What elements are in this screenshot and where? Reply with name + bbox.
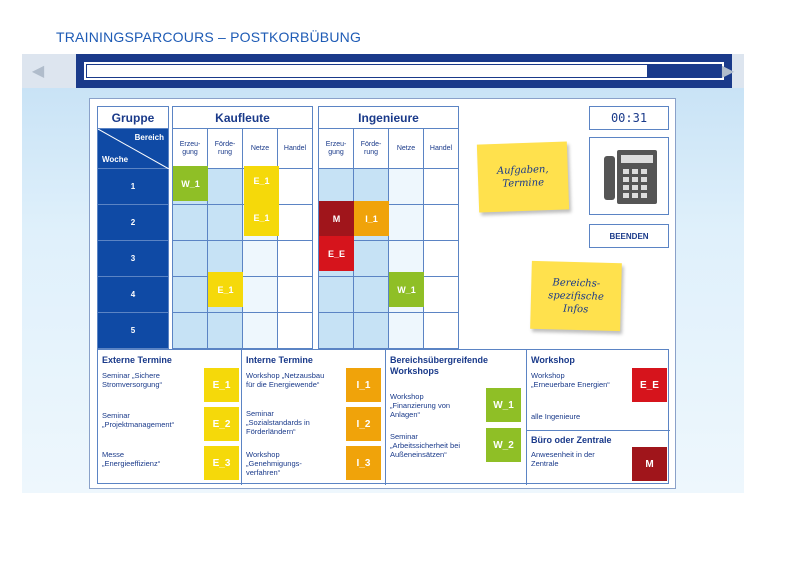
phone-icon <box>590 138 670 216</box>
grid-cell <box>424 313 459 349</box>
next-arrow-icon[interactable]: ▶ <box>721 63 735 80</box>
grid-cell <box>208 205 243 241</box>
grid-cell <box>278 205 313 241</box>
legend-intern-text-3: Workshop „Genehmigungs- verfahren“ <box>246 450 302 477</box>
legend-extern-head: Externe Termine <box>102 355 172 365</box>
timer-display: 00:31 <box>589 106 669 130</box>
legend-code-w2: W_2 <box>486 428 521 462</box>
grid-cell <box>208 313 243 349</box>
phone-button[interactable] <box>589 137 669 215</box>
legend-code-ee: E_E <box>632 368 667 402</box>
legend-buero-head: Büro oder Zentrale <box>531 435 612 445</box>
legend-bereich-head: Bereichsübergreifende Workshops <box>390 355 489 376</box>
week-1: 1 <box>98 169 169 205</box>
note-area-info[interactable]: Bereichs- spezifische Infos <box>530 261 622 331</box>
legend-workshop <box>527 350 670 485</box>
grid-cell <box>173 241 208 277</box>
grid-cell <box>208 169 243 205</box>
previous-arrow-icon[interactable]: ◀ <box>31 63 45 80</box>
legend-panel <box>97 349 669 484</box>
grid-cell <box>243 241 278 277</box>
legend-extern <box>98 350 242 485</box>
week-3: 3 <box>98 241 169 277</box>
legend-code-i2: I_2 <box>346 407 381 441</box>
sub-foerderung-ing: Förde- rung <box>354 129 389 169</box>
legend-extern-text-2: Seminar „Projektmanagement“ <box>102 411 175 429</box>
grid-cell <box>278 313 313 349</box>
legend-code-i3: I_3 <box>346 446 381 480</box>
legend-intern-text-2: Seminar „Sozialstandards in Förderländern“ <box>246 409 310 436</box>
grid-cell <box>319 313 354 349</box>
sub-foerderung: Förde- rung <box>208 129 243 169</box>
sub-handel: Handel <box>278 129 313 169</box>
grid-cell <box>243 277 278 313</box>
grid-cell <box>354 277 389 313</box>
end-button[interactable]: BEENDEN <box>589 224 669 248</box>
grid-cell <box>424 277 459 313</box>
grid-cell <box>243 313 278 349</box>
ingenieure-header: Ingenieure <box>319 107 459 129</box>
week-5: 5 <box>98 313 169 349</box>
legend-code-w1: W_1 <box>486 388 521 422</box>
bereich-label: Bereich <box>134 133 164 142</box>
bereich-woche-corner <box>98 129 169 169</box>
legend-divider <box>527 430 670 431</box>
legend-code-m: M <box>632 447 667 481</box>
grid-cell <box>173 205 208 241</box>
kaufleute-header: Kaufleute <box>173 107 313 129</box>
block-m-ingenieure[interactable]: M <box>319 201 354 236</box>
grid-cell <box>278 241 313 277</box>
legend-buero-text: Anwesenheit in der Zentrale <box>531 450 595 468</box>
sub-netze: Netze <box>243 129 278 169</box>
block-w1-ingenieure[interactable]: W_1 <box>389 272 424 307</box>
legend-workshop-head: Workshop <box>531 355 575 365</box>
block-e1-kaufleute-w2[interactable]: E_1 <box>244 200 279 236</box>
block-w1-kaufleute[interactable]: W_1 <box>173 166 208 201</box>
grid-cell <box>173 313 208 349</box>
legend-workshop-sub: alle Ingenieure <box>531 412 581 421</box>
legend-intern-head: Interne Termine <box>246 355 313 365</box>
legend-intern-text-1: Workshop „Netzausbau für die Energiewende“ <box>246 371 325 389</box>
grid-cell <box>278 277 313 313</box>
grid-cell <box>424 241 459 277</box>
legend-code-e2: E_2 <box>204 407 239 441</box>
sub-erzeugung-ing: Erzeu- gung <box>319 129 354 169</box>
legend-code-e1: E_1 <box>204 368 239 402</box>
legend-workshop-text: Workshop „Erneuerbare Energien“ <box>531 371 610 389</box>
legend-intern <box>242 350 386 485</box>
legend-code-i1: I_1 <box>346 368 381 402</box>
gruppe-header: Gruppe <box>98 107 169 129</box>
grid-cell <box>354 169 389 205</box>
grid-cell <box>389 313 424 349</box>
gruppe-table <box>97 106 169 349</box>
grid-cell <box>389 169 424 205</box>
grid-cell <box>354 241 389 277</box>
legend-bereich-text-1: Workshop „Finanzierung von Anlagen“ <box>390 392 451 419</box>
legend-bereich-text-2: Seminar „Arbeitssicherheit bei Außeneinsätzen“ <box>390 432 461 459</box>
sub-netze-ing: Netze <box>389 129 424 169</box>
sub-handel-ing: Handel <box>424 129 459 169</box>
block-e1-kaufleute-w1[interactable]: E_1 <box>244 166 279 201</box>
grid-cell <box>319 277 354 313</box>
progress-fill <box>87 65 647 77</box>
grid-cell <box>319 169 354 205</box>
block-i1-ingenieure[interactable]: I_1 <box>354 201 389 236</box>
legend-extern-text-3: Messe „Energieeffizienz“ <box>102 450 161 468</box>
grid-cell <box>424 169 459 205</box>
legend-bereich <box>386 350 527 485</box>
progress-bar <box>76 54 732 88</box>
grid-cell <box>278 169 313 205</box>
grid-cell <box>424 205 459 241</box>
kaufleute-table <box>172 106 313 349</box>
page-title: TRAININGSPARCOURS – POSTKORBÜBUNG <box>56 29 362 45</box>
sub-erzeugung: Erzeu- gung <box>173 129 208 169</box>
legend-extern-text-1: Seminar „Sichere Stromversorgung“ <box>102 371 163 389</box>
grid-cell <box>354 313 389 349</box>
week-2: 2 <box>98 205 169 241</box>
week-4: 4 <box>98 277 169 313</box>
navigation-bar <box>22 54 744 88</box>
grid-cell <box>389 205 424 241</box>
grid-cell <box>173 277 208 313</box>
legend-code-e3: E_3 <box>204 446 239 480</box>
note-tasks[interactable]: Aufgaben, Termine <box>477 141 569 212</box>
block-ee-ingenieure[interactable]: E_E <box>319 236 354 271</box>
progress-track <box>84 62 724 80</box>
block-e1-kaufleute-w4[interactable]: E_1 <box>208 272 243 307</box>
woche-label: Woche <box>102 155 129 164</box>
